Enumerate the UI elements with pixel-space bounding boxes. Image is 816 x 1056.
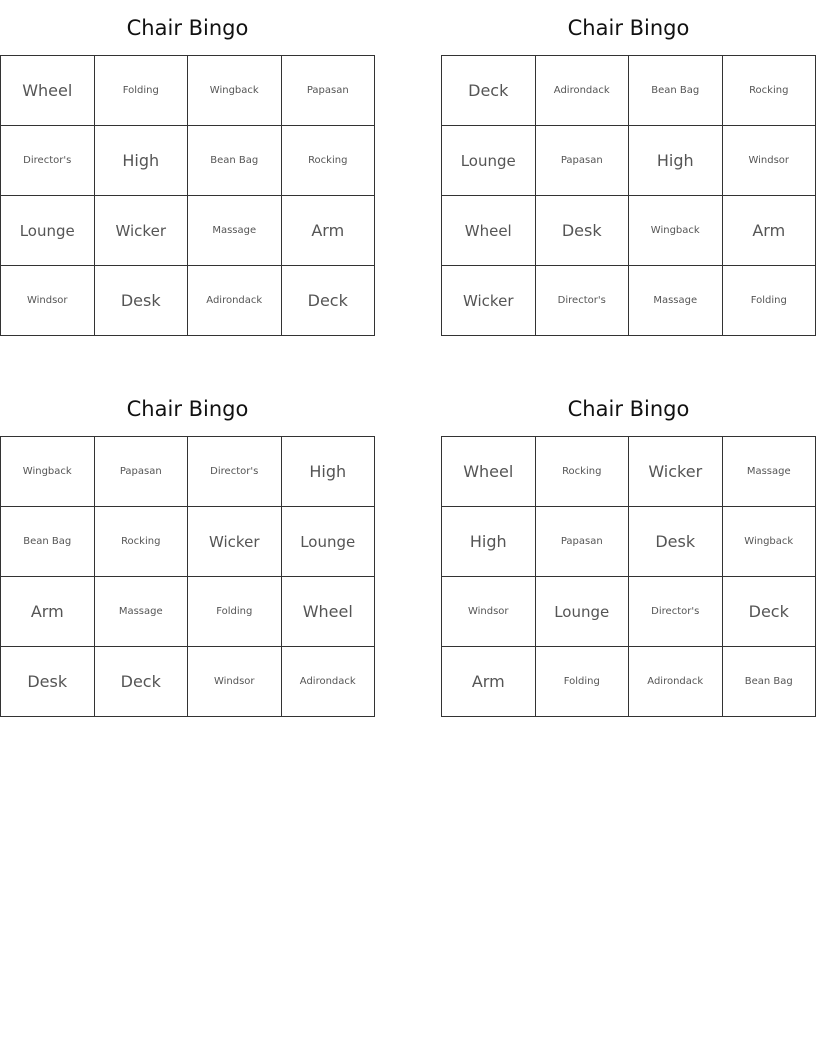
- bingo-cell: Lounge: [1, 196, 95, 266]
- bingo-cell: Deck: [723, 577, 816, 647]
- card-title: Chair Bingo: [126, 397, 249, 421]
- bingo-card-1: [0, 0, 375, 336]
- bingo-cell: High: [282, 437, 376, 507]
- bingo-cell: Rocking: [723, 56, 816, 126]
- card-title: Chair Bingo: [567, 397, 690, 421]
- bingo-cell: Arm: [282, 196, 376, 266]
- bingo-card-2: [441, 0, 816, 336]
- bingo-cell: Adirondack: [188, 266, 282, 336]
- bingo-cell: Rocking: [536, 437, 630, 507]
- bingo-cell: Windsor: [188, 647, 282, 717]
- bingo-cell: Papasan: [95, 437, 189, 507]
- bingo-cell: Wicker: [188, 507, 282, 577]
- bingo-cell: High: [629, 126, 723, 196]
- bingo-cell: Windsor: [1, 266, 95, 336]
- bingo-cell: Folding: [723, 266, 816, 336]
- bingo-cell: Wingback: [1, 437, 95, 507]
- bingo-cell: Director's: [536, 266, 630, 336]
- bingo-cell: Director's: [188, 437, 282, 507]
- bingo-cell: Arm: [723, 196, 816, 266]
- bingo-cell: Folding: [95, 56, 189, 126]
- bingo-cell: Wheel: [1, 56, 95, 126]
- bingo-cell: Folding: [536, 647, 630, 717]
- bingo-cell: Wheel: [442, 437, 536, 507]
- bingo-grid: [0, 55, 375, 336]
- bingo-cell: Folding: [188, 577, 282, 647]
- bingo-cell: High: [442, 507, 536, 577]
- bingo-card-4: [441, 381, 816, 717]
- bingo-cell: Desk: [1, 647, 95, 717]
- bingo-cell: Massage: [95, 577, 189, 647]
- card-title: Chair Bingo: [567, 16, 690, 40]
- bingo-cell: Desk: [536, 196, 630, 266]
- bingo-card-3: [0, 381, 375, 717]
- bingo-cell: Desk: [95, 266, 189, 336]
- bingo-cell: Director's: [1, 126, 95, 196]
- bingo-grid: [441, 55, 816, 336]
- bingo-cell: Windsor: [442, 577, 536, 647]
- bingo-cell: Director's: [629, 577, 723, 647]
- bingo-cell: Papasan: [282, 56, 376, 126]
- bingo-cell: Wheel: [442, 196, 536, 266]
- bingo-cell: Massage: [188, 196, 282, 266]
- bingo-cell: Wicker: [95, 196, 189, 266]
- bingo-cell: Bean Bag: [188, 126, 282, 196]
- bingo-cell: Deck: [95, 647, 189, 717]
- bingo-cell: Lounge: [442, 126, 536, 196]
- bingo-cell: Rocking: [95, 507, 189, 577]
- bingo-cell: Adirondack: [282, 647, 376, 717]
- bingo-cell: Deck: [282, 266, 376, 336]
- bingo-cell: Lounge: [536, 577, 630, 647]
- bingo-cell: Adirondack: [536, 56, 630, 126]
- bingo-cell: Wingback: [629, 196, 723, 266]
- bingo-cell: Deck: [442, 56, 536, 126]
- bingo-cell: Windsor: [723, 126, 816, 196]
- bingo-cell: Rocking: [282, 126, 376, 196]
- bingo-grid: [0, 436, 375, 717]
- bingo-cell: Arm: [442, 647, 536, 717]
- bingo-cell: Wicker: [442, 266, 536, 336]
- bingo-cell: Lounge: [282, 507, 376, 577]
- bingo-cell: Wingback: [188, 56, 282, 126]
- bingo-cell: Arm: [1, 577, 95, 647]
- bingo-cell: Papasan: [536, 507, 630, 577]
- bingo-cell: Wheel: [282, 577, 376, 647]
- bingo-cell: High: [95, 126, 189, 196]
- bingo-grid: [441, 436, 816, 717]
- bingo-cell: Wingback: [723, 507, 816, 577]
- bingo-cell: Desk: [629, 507, 723, 577]
- bingo-cell: Massage: [629, 266, 723, 336]
- bingo-cell: Wicker: [629, 437, 723, 507]
- card-title: Chair Bingo: [126, 16, 249, 40]
- bingo-cell: Bean Bag: [723, 647, 816, 717]
- bingo-cell: Adirondack: [629, 647, 723, 717]
- bingo-cell: Bean Bag: [1, 507, 95, 577]
- bingo-cell: Massage: [723, 437, 816, 507]
- bingo-cell: Bean Bag: [629, 56, 723, 126]
- bingo-cell: Papasan: [536, 126, 630, 196]
